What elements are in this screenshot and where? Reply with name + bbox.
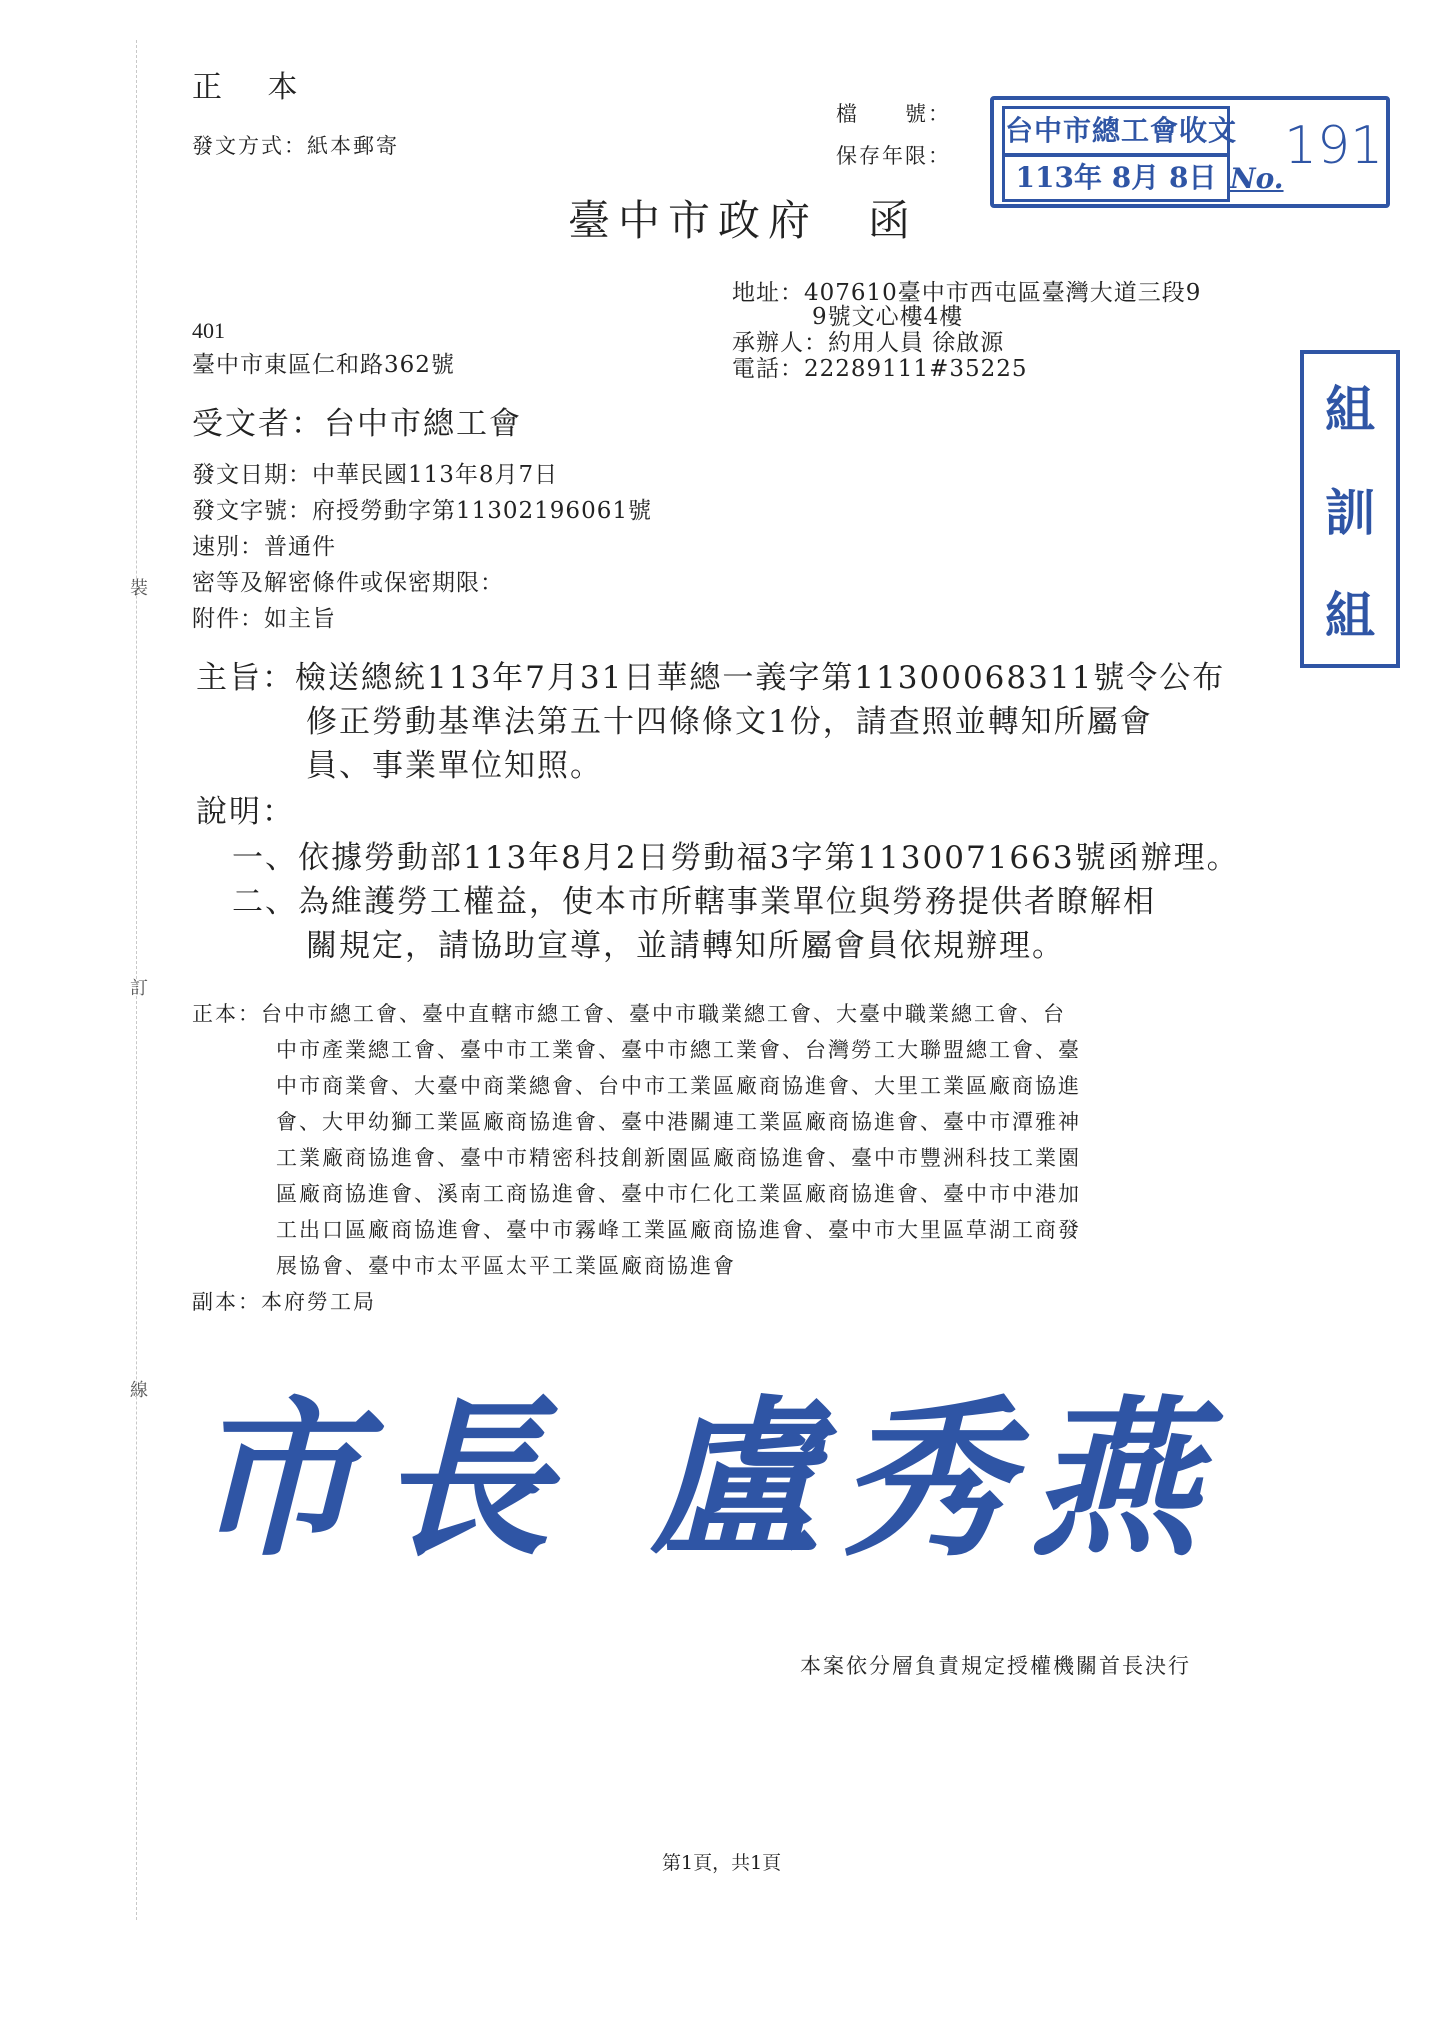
margin-mark-bind: 裝: [130, 578, 148, 599]
sender-address-continued: 9號文心樓4樓: [812, 304, 964, 330]
distribution-cc-line: 展協會、臺中市太平區太平工業區廠商協進會: [276, 1254, 736, 1278]
explanation-label: 說明：: [196, 794, 295, 830]
retention-period: 保存年限：: [836, 144, 951, 168]
recipient-zip: 401: [192, 318, 225, 343]
reference-number: 發文字號：府授勞動字第11302196061號: [192, 498, 652, 524]
explanation-item: 二、為維護勞工權益，使本市所轄事業單位與勞務提供者瞭解相: [232, 884, 1156, 920]
send-method: 發文方式：紙本郵寄: [192, 134, 399, 158]
explanation-item-continued: 關規定，請協助宣導，並請轉知所屬會員依規辦理。: [306, 928, 1065, 964]
file-number: 檔 號：: [836, 102, 951, 126]
margin-mark-staple: 訂: [130, 978, 148, 999]
phone: 電話：22289111#35225: [732, 356, 1028, 382]
distribution-cc-line: 中市產業總工會、臺中市工業會、臺中市總工業會、台灣勞工大聯盟總工會、臺: [276, 1038, 1081, 1062]
distribution-cc: 正本：台中市總工會、臺中直轄市總工會、臺中市職業總工會、大臺中職業總工會、台: [192, 1002, 1066, 1026]
distribution-cc-line: 工業廠商協進會、臺中市精密科技創新園區廠商協進會、臺中市豐洲科技工業園: [276, 1146, 1081, 1170]
distribution-cc-line: 工出口區廠商協進會、臺中市霧峰工業區廠商協進會、臺中市大里區草湖工商發: [276, 1218, 1081, 1242]
page-number: 第1頁，共1頁: [662, 1852, 782, 1874]
receipt-stamp-date: 113年 8月 8日: [1002, 154, 1230, 202]
signature-text: 市長 盧秀燕: [190, 1380, 1220, 1580]
dept-stamp-char: 訓: [1325, 482, 1375, 542]
mayor-signature: [190, 1380, 1220, 1580]
subject-line: 主旨：檢送總統113年7月31日華總一義字第11300068311號令公布: [196, 660, 1226, 696]
dept-stamp-char: 組: [1325, 379, 1375, 439]
secrecy-level: 密等及解密條件或保密期限：: [192, 570, 504, 596]
subject-line: 修正勞動基準法第五十四條條文1份，請查照並轉知所屬會: [306, 704, 1153, 740]
handler: 承辦人：約用人員 徐啟源: [732, 330, 1005, 356]
distribution-copy: 副本：本府勞工局: [192, 1290, 376, 1314]
distribution-cc-line: 會、大甲幼獅工業區廠商協進會、臺中港關連工業區廠商協進會、臺中市潭雅神: [276, 1110, 1081, 1134]
recipient-address: 臺中市東區仁和路362號: [192, 352, 455, 378]
receipt-stamp-number: 191: [1284, 116, 1384, 176]
margin-mark-line: 線: [130, 1380, 148, 1401]
department-stamp: [1300, 350, 1400, 668]
distribution-cc-line: 中市商業會、大臺中商業總會、台中市工業區廠商協進會、大里工業區廠商協進: [276, 1074, 1081, 1098]
copy-type: 正 本: [192, 70, 316, 105]
addressee: 受文者：台中市總工會: [192, 406, 522, 442]
receipt-stamp-title: 台中市總工會收文: [1002, 106, 1230, 156]
receipt-stamp: [990, 96, 1390, 208]
dept-stamp-char: 組: [1325, 586, 1375, 646]
explanation-item: 一、依據勞動部113年8月2日勞動福3字第1130071663號函辦理。: [232, 840, 1240, 876]
document-title: 臺中市政府 函: [568, 196, 919, 245]
delivery-speed: 速別：普通件: [192, 534, 336, 560]
receipt-stamp-no-label: No.: [1230, 162, 1284, 195]
issue-date: 發文日期：中華民國113年8月7日: [192, 462, 559, 488]
delegation-note: 本案依分層負責規定授權機關首長決行: [800, 1654, 1191, 1678]
sender-address: 地址：407610臺中市西屯區臺灣大道三段9: [732, 280, 1202, 306]
distribution-cc-line: 區廠商協進會、溪南工商協進會、臺中市仁化工業區廠商協進會、臺中市中港加: [276, 1182, 1081, 1206]
subject-line: 員、事業單位知照。: [306, 748, 603, 784]
attachment: 附件：如主旨: [192, 606, 336, 632]
